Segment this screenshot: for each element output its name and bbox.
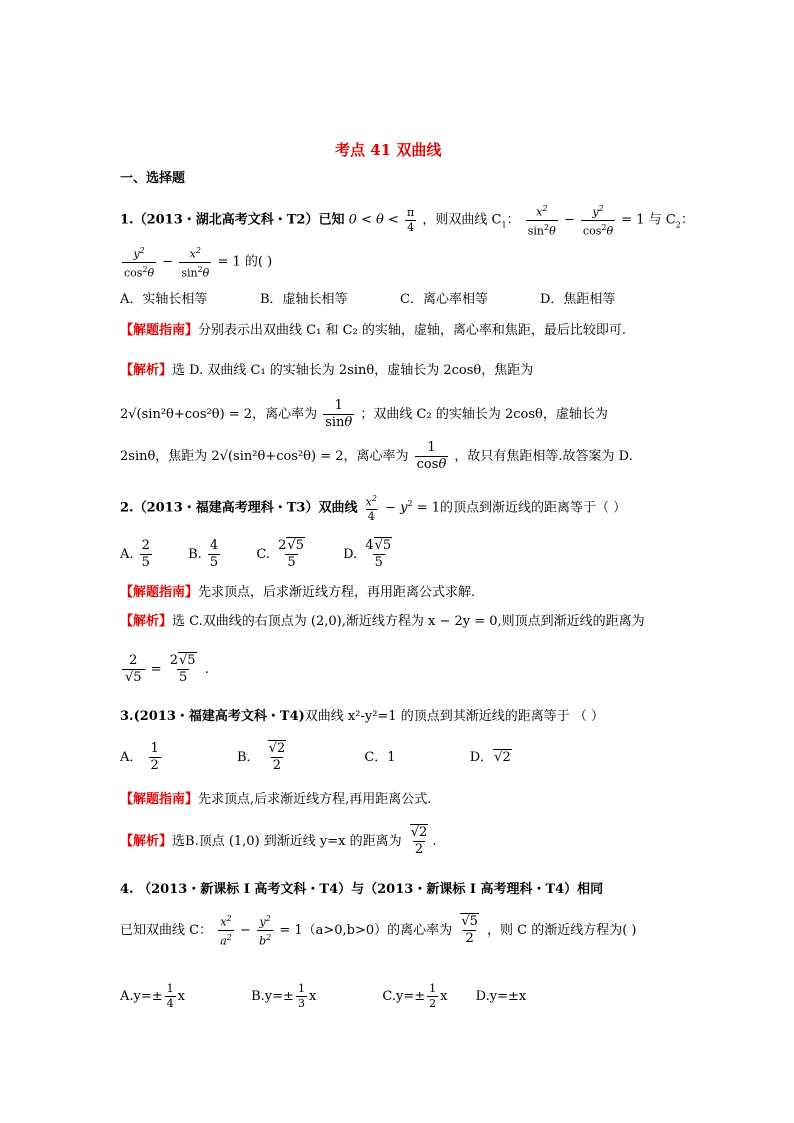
q2-options: A. $\frac{2}{5}$ B. $\frac{4}{5}$ C. $\frac{2√5}{5}$ D. $\frac{4√5}{5}$ bbox=[120, 538, 392, 570]
question-4: 已知双曲线 C： $\frac{x^2}{a^2}$ − $\frac{y^2}{b^2}$ = 1（a>0,b>0）的离心率为 $\frac{√5}{2}$ ，则 C 的渐近线方程为( ) bbox=[120, 914, 637, 948]
page-title: 考点 41 双曲线 bbox=[335, 141, 442, 159]
q2-solution-result: $\frac{2}{√5}$ = $\frac{2√5}{5}$ . bbox=[120, 650, 209, 690]
section-heading: 一、选择题 bbox=[120, 171, 186, 186]
q1-solution-line-1: 【解析】选 D. 双曲线 C₁ 的实轴长为 2sinθ，虚轴长为 2cosθ，焦距为 bbox=[120, 363, 534, 378]
question-1-line-2: $\frac{y^2}{\cos^2\theta}$ − $\frac{x^2}{\sin^2\theta}$ = 1 的( ) bbox=[124, 246, 273, 280]
q3-solution: 【解析】选B.顶点 (1,0) 到渐近线 y=x 的距离为 $\frac{√2}{2}$ . bbox=[120, 825, 437, 857]
q1-option-a: A．实轴长相等 bbox=[120, 292, 208, 307]
q2-hint: 【解题指南】先求顶点，后求渐近线方程，再用距离公式求解. bbox=[120, 585, 476, 600]
q1-option-d: D．焦距相等 bbox=[540, 292, 616, 307]
q4-options: A.y=± $\frac{1}{4}$ x B.y=± $\frac{1}{3}$ x C.y=± $\frac{1}{2}$ x D.y=±x bbox=[120, 982, 527, 1010]
q3-hint: 【解题指南】先求顶点,后求渐近线方程,再用距离公式. bbox=[120, 792, 432, 807]
q3-options: A． $\frac{1}{2}$ B． $\frac{√2}{2}$ C．1 D．√2 bbox=[120, 741, 511, 773]
q2-solution: 【解析】选 C.双曲线的右顶点为 (2,0),渐近线方程为 x − 2y = 0,则顶点到渐近线的距离为 bbox=[120, 614, 645, 629]
q1-option-c: C．离心率相等 bbox=[400, 292, 488, 307]
q1-option-b: B．虚轴长相等 bbox=[260, 292, 348, 307]
q1-solution-line-3: 2sinθ，焦距为 2√(sin²θ+cos²θ) = 2，离心率为 $\frac{1}{\cos\theta}$ ，故只有焦距相等.故答案为 D. bbox=[120, 440, 633, 472]
q1-solution-line-2: 2√(sin²θ+cos²θ) = 2，离心率为 $\frac{1}{\sin\theta}$ ；双曲线 C₂ 的实轴长为 2cosθ，虚轴长为 bbox=[120, 398, 608, 430]
question-3: 3.(2013・福建高考文科・T4)双曲线 x²-y²=1 的顶点到其渐近线的距离等于 （ ） bbox=[120, 709, 604, 724]
question-2: 2.（2013・福建高考理科・T3）双曲线 $\frac{x^2}{4}$ − $y^2 = 1$的顶点到渐近线的距离等于（ ） bbox=[120, 493, 627, 524]
question-4-heading: 4. （2013・新课标 I 高考文科・T4）与（2013・新课标 I 高考理科・T4）相同 bbox=[120, 882, 604, 897]
q1-hint: 【解题指南】分别表示出双曲线 C₁ 和 C₂ 的实轴，虚轴，离心率和焦距，最后比较即可. bbox=[120, 323, 626, 338]
question-1-line-1: 1.（2013・湖北高考文科・T2）已知 0 < θ < $\frac{\pi}{4}$ ，则双曲线 $C_1$： $\frac{x^2}{\sin^2\theta}$ − $\frac{y^2}{\cos^2\theta}$ = 1 与 $C_2$： bbox=[120, 204, 694, 238]
